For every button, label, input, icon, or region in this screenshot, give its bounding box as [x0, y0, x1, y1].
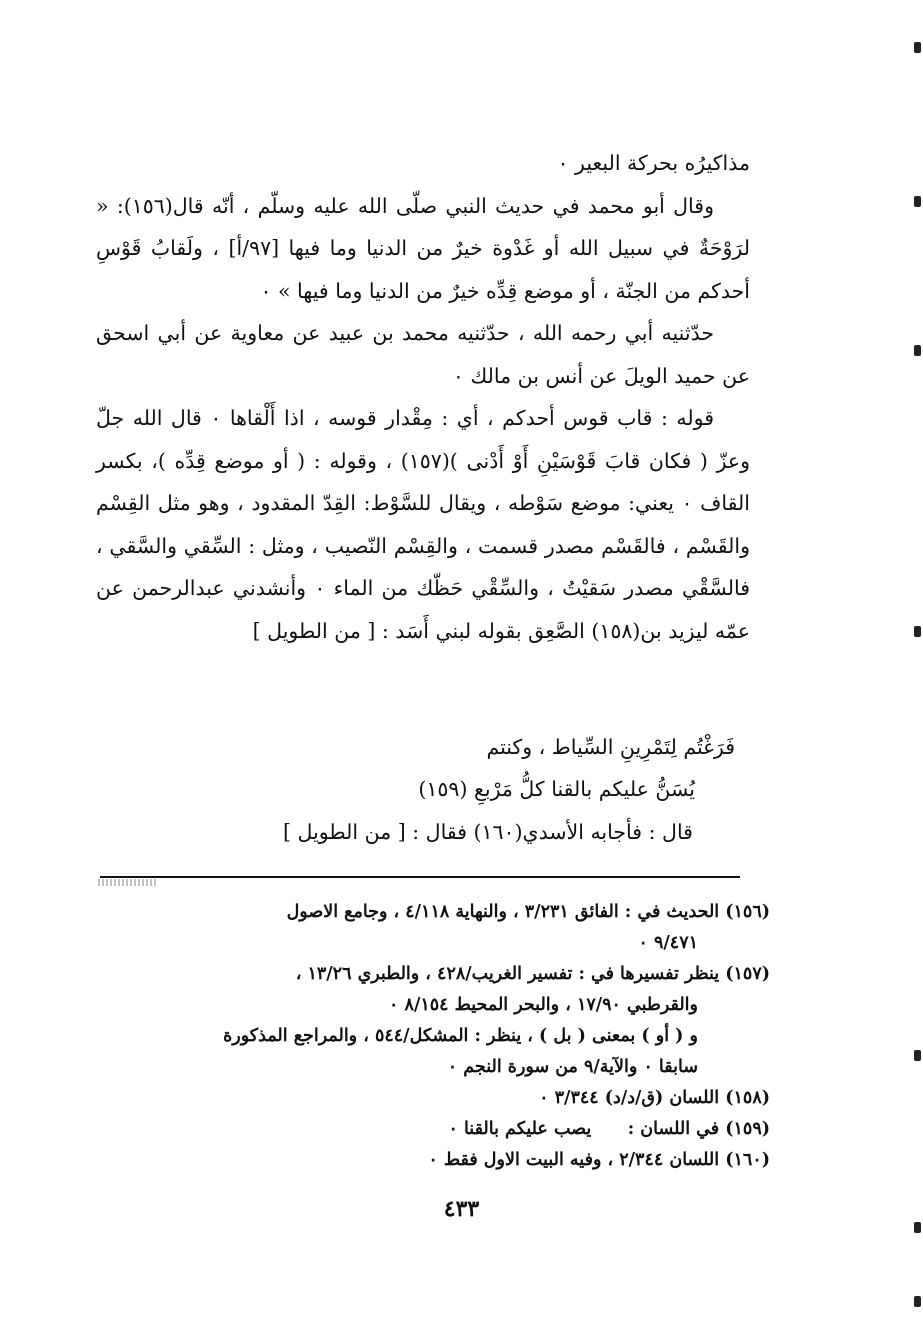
footnote-number: (١٥٩)	[725, 1119, 770, 1139]
verse-line-1: فَرَغْتُم لِتَمْرِينِ السِّياط ، وكنتم	[486, 735, 735, 759]
footnote-number: (١٥٧)	[725, 964, 770, 984]
verse-line-2: يُسَنُّ عليكم بالقنا كلُّ مَرْبعِ (١٥٩)	[418, 777, 695, 801]
paragraph-opening-line: مذاكيرُه بحركة البعير ٠	[557, 151, 750, 175]
binding-mark	[914, 196, 921, 207]
footnotes	[96, 897, 770, 1176]
footnote-text: في اللسان : يصب عليكم بالقنا ٠	[448, 1119, 720, 1139]
footnote-number: (١٦٠)	[725, 1150, 770, 1170]
binding-mark	[914, 1222, 921, 1233]
footnote-157	[96, 959, 770, 990]
footnote-divider	[100, 876, 740, 878]
footnote-156	[96, 897, 770, 928]
footnote-text: اللسان ٢/٣٤٤ ، وفيه البيت الاول فقط ٠	[428, 1150, 720, 1170]
footnote-continuation: سابقا ٠ والآية/٩ من سورة النجم ٠	[447, 1057, 698, 1077]
binding-mark	[914, 1050, 921, 1061]
paragraph-hadith: وقال أبو محمد في حديث النبي صلّى الله عليه وسلّم ، أنّه قال(١٥٦): « لرَوْحَةٌ في سبيل الله أو غَدْوة خيرٌ من الدنيا وما فيها [٩٧/أ] ، ولَقابُ قَوْسِ أحدكم من الجنّة ، أو موضع قِدِّه خيرٌ من الدنيا وما فيها » ٠	[96, 193, 750, 303]
footnote-160	[96, 1145, 770, 1176]
page-number: ٤٣٣	[443, 1196, 480, 1222]
paragraph-isnad: حدّثنيه أبي رحمه الله ، حدّثنيه محمد بن عبيد عن معاوية عن أبي اسحق عن حميد الويلَ عن أنس بن مالك ٠	[96, 321, 750, 388]
footnote-text: و ( أو ) بمعنى ( بل ) ، ينظر : المشكل/٥٤٤ ، والمراجع المذكورة	[223, 1026, 698, 1046]
footnote-157-note	[96, 1021, 770, 1052]
footnote-text: الحديث في : الفائق ٣/٢٣١ ، والنهاية ٤/١١٨ ، وجامع الاصول	[286, 902, 720, 922]
footnote-number: (١٥٨)	[725, 1088, 770, 1108]
footnote-continuation: ٩/٤٧١ ٠	[638, 933, 698, 953]
binding-mark	[914, 626, 921, 637]
footnote-text: ينظر تفسيرها في : تفسير الغريب/٤٢٨ ، والطبري ١٣/٢٦ ،	[295, 964, 720, 984]
binding-mark	[914, 1296, 921, 1307]
paragraph-commentary: قوله : قاب قوس أحدكم ، أي : مِقْدار قوسه ، اذا أَلْقاها ٠ قال الله جلّ وعزّ ( فكان قابَ قَوْسَيْنِ أَوْ أَدْنى )(١٥٧) ، وقوله : ( أو موضع قِدِّه )، بكسر القاف ٠ يعني: موضع سَوْطه ، ويقال للسَّوْط: القِدّ المقدود ، وهو مثل القِسْم والقَسْم ، فالقَسْم مصدر قسمت ، والقِسْم النّصيب ، ومثل : السِّقي والسَّقي ، فالسَّقْي مصدر سَقيْتُ ، والسِّقْي حَظّك من الماء ٠ وأنشدني عبدالرحمن عن عمّه ليزيد بن(١٥٨) الصَّعِق بقوله لبني أَسَد : [ من الطويل ]	[96, 406, 751, 643]
print-smudge	[98, 879, 156, 886]
binding-mark	[914, 345, 921, 356]
binding-mark	[914, 42, 921, 53]
footnote-159	[96, 1114, 770, 1145]
footnote-number: (١٥٦)	[725, 902, 770, 922]
footnote-158	[96, 1083, 770, 1114]
footnote-text: اللسان (ق/د/د) ٣/٣٤٤ ٠	[539, 1088, 720, 1108]
footnote-continuation: والقرطبي ١٧/٩٠ ، والبحر المحيط ٨/١٥٤ ٠	[389, 995, 698, 1015]
main-text	[96, 142, 750, 652]
verse-reply-line: قال : فأجابه الأسدي(١٦٠) فقال : [ من الطويل ]	[283, 820, 693, 844]
